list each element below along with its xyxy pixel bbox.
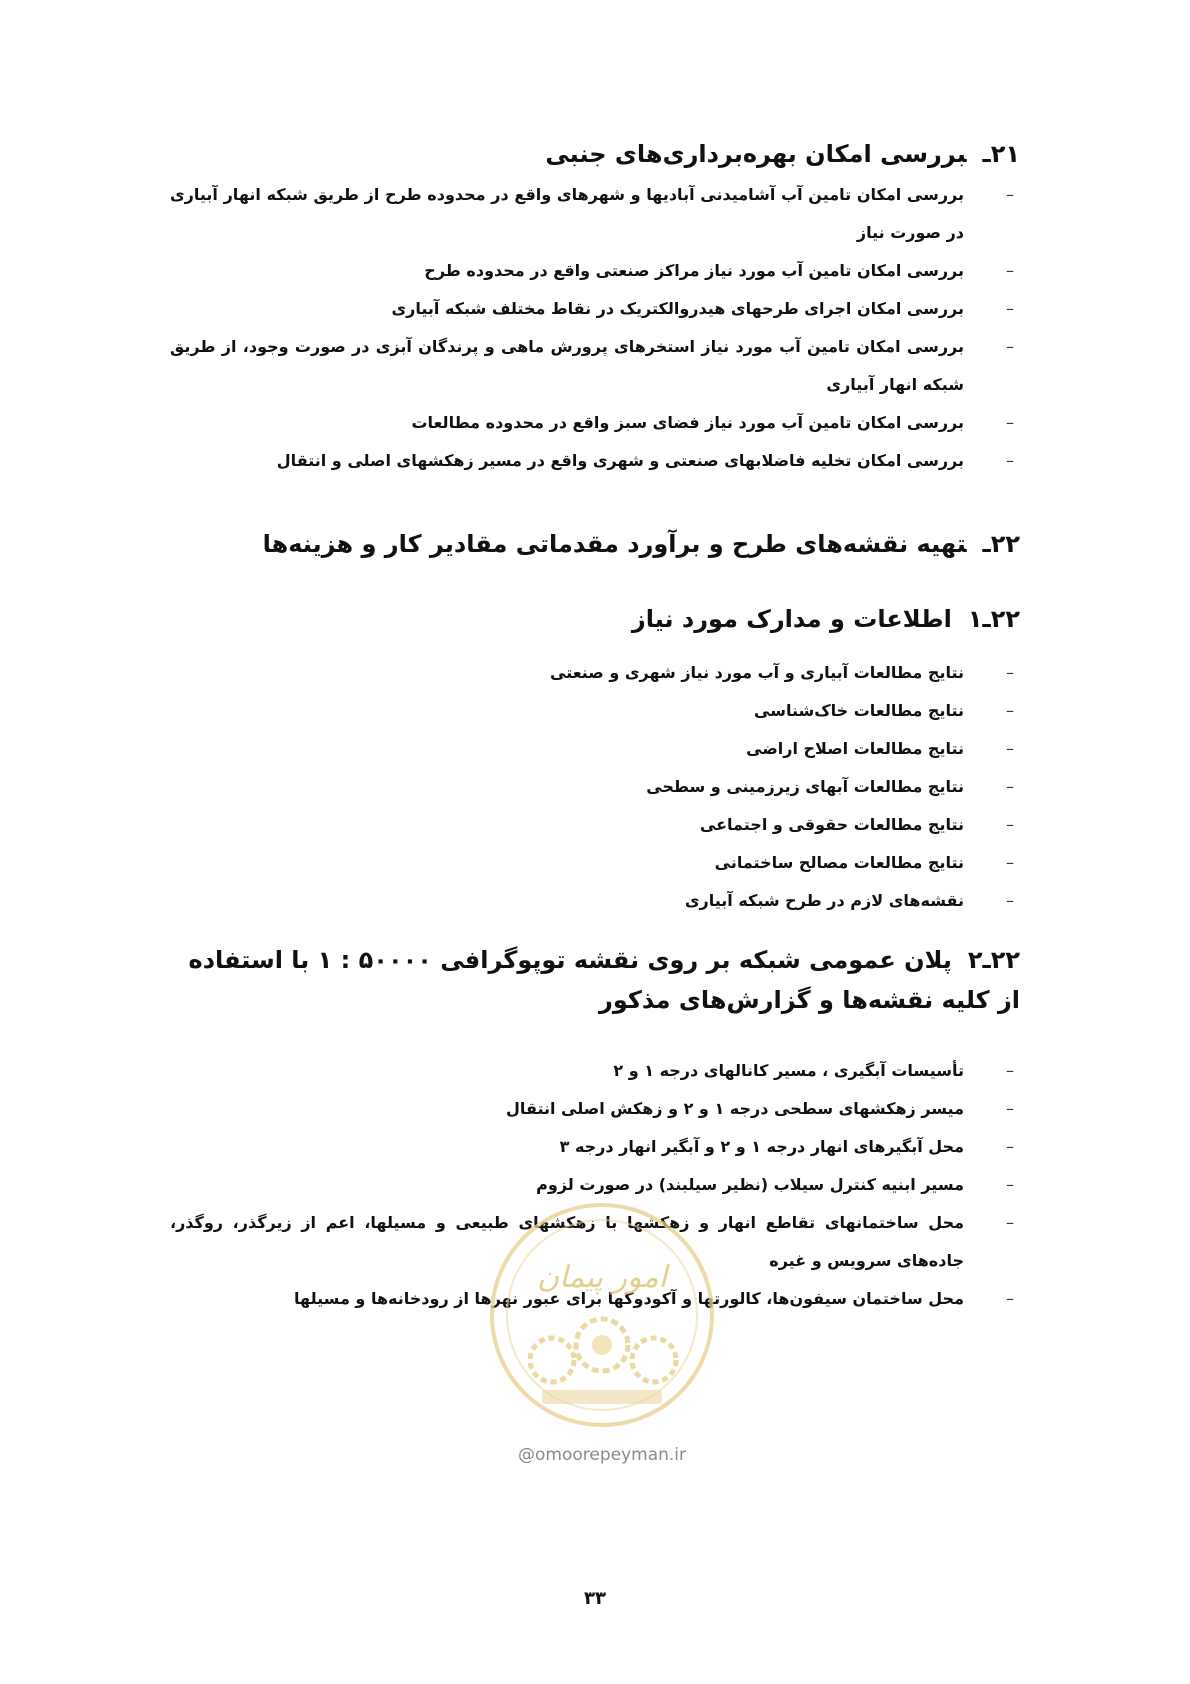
list-dash: – <box>1006 451 1014 470</box>
list-dash: – <box>1006 261 1014 280</box>
section-title: پلان عمومی شبکه بر روی نقشه توپوگرافی ۵۰۰۰۰ : ۱ با استفاده از کلیه نقشه‌ها و گزارش‌های مذکور <box>188 946 1020 1014</box>
section-title: تهیه نقشه‌های طرح و برآورد مقدماتی مقادیر کار و هزینه‌ها <box>262 530 967 558</box>
list-dash: – <box>1006 1137 1014 1156</box>
list-dash: – <box>1006 1289 1014 1308</box>
list-item: – نتایج مطالعات اصلاح اراضی <box>170 730 1020 768</box>
section-number: ۲۲ـ۲ <box>967 946 1020 974</box>
list-item: – بررسی امکان تامین آب آشامیدنی آبادیها و شهرهای واقع در محدوده طرح از طریق شبکه انهار آبیاری در صورت نیاز <box>170 176 1020 252</box>
section-number: ۲۱ـ <box>982 140 1020 168</box>
section-title: بررسی امکان بهره‌برداری‌های جنبی <box>545 140 967 168</box>
section-22-1-heading <box>632 599 1020 639</box>
list-dash: – <box>1006 815 1014 834</box>
list-item: – نقشه‌های لازم در طرح شبکه آبیاری <box>170 882 1020 920</box>
section-number: ۲۲ـ <box>982 530 1020 558</box>
list-item: – محل ساختمانهای تقاطع انهار و زهکشها با زهکشهای طبیعی و مسیلها، اعم از زیرگذر، روگذر، جاده‌های سرویس و غیره <box>170 1204 1020 1280</box>
list-item: – مسیر ابنیه کنترل سیلاب (نظیر سیلبند) در صورت لزوم <box>170 1166 1020 1204</box>
section-21-list <box>170 176 1020 480</box>
watermark-site: @omoorepeyman.ir <box>517 1445 687 1465</box>
list-dash: – <box>1006 739 1014 758</box>
list-dash: – <box>1006 299 1014 318</box>
list-dash: – <box>1006 891 1014 910</box>
list-dash: – <box>1006 853 1014 872</box>
list-dash: – <box>1006 1099 1014 1118</box>
list-item: – محل آبگیرهای انهار درجه ۱ و ۲ و آبگیر انهار درجه ۳ <box>170 1128 1020 1166</box>
section-22-2-heading <box>160 940 1020 1020</box>
section-22-heading <box>263 524 1020 564</box>
watermark-logo-text: امور پیمان <box>537 1260 667 1295</box>
list-dash: – <box>1006 777 1014 796</box>
list-item: – نتایج مطالعات حقوقی و اجتماعی <box>170 806 1020 844</box>
section-22-1-list <box>170 654 1020 920</box>
section-number: ۲۲ـ۱ <box>967 605 1020 633</box>
section-title: اطلاعات و مدارک مورد نیاز <box>631 605 952 633</box>
watermark <box>482 1195 722 1495</box>
page-number: ۳۳ <box>584 1588 606 1609</box>
list-dash: – <box>1006 185 1014 204</box>
list-dash: – <box>1006 663 1014 682</box>
list-item: – بررسی امکان تامین آب مورد نیاز فضای سبز واقع در محدوده مطالعات <box>170 404 1020 442</box>
list-item: – بررسی امکان تامین آب مورد نیاز استخرهای پرورش ماهی و پرندگان آبزی در صورت وجود، از طریق شبکه انهار آبیاری <box>170 328 1020 404</box>
list-dash: – <box>1006 1175 1014 1194</box>
section-21-heading <box>545 134 1020 174</box>
list-item: – بررسی امکان تخلیه فاضلابهای صنعتی و شهری واقع در مسیر زهکشهای اصلی و انتقال <box>170 442 1020 480</box>
list-item: – میسر زهکشهای سطحی درجه ۱ و ۲ و زهکش اصلی انتقال <box>170 1090 1020 1128</box>
list-dash: – <box>1006 701 1014 720</box>
list-item: – محل ساختمان سیفون‌ها، کالورتها و آکودوکها برای عبور نهرها از رودخانه‌ها و مسیلها <box>170 1280 1020 1318</box>
list-item: – نتایج مطالعات مصالح ساختمانی <box>170 844 1020 882</box>
list-dash: – <box>1006 337 1014 356</box>
list-item: – تأسیسات آبگیری ، مسیر کانالهای درجه ۱ و ۲ <box>170 1052 1020 1090</box>
list-item: – بررسی امکان اجرای طرحهای هیدروالکتریک در نقاط مختلف شبکه آبیاری <box>170 290 1020 328</box>
list-dash: – <box>1006 413 1014 432</box>
list-item: – بررسی امکان تامین آب مورد نیاز مراکز صنعتی واقع در محدوده طرح <box>170 252 1020 290</box>
list-dash: – <box>1006 1061 1014 1080</box>
watermark-logo-icon <box>482 1195 722 1435</box>
list-item: – نتایج مطالعات آبیاری و آب مورد نیاز شهری و صنعتی <box>170 654 1020 692</box>
list-dash: – <box>1006 1213 1014 1232</box>
list-item: – نتایج مطالعات خاک‌شناسی <box>170 692 1020 730</box>
list-item: – نتایج مطالعات آبهای زیرزمینی و سطحی <box>170 768 1020 806</box>
